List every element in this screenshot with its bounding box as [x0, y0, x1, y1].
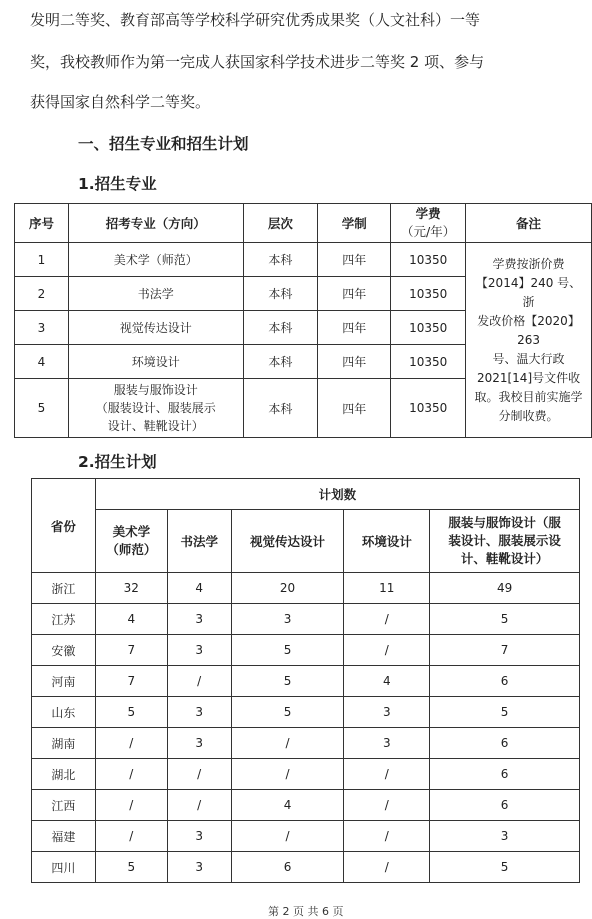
row-duration: 四年: [318, 345, 391, 379]
header-fashion-design: [430, 510, 580, 573]
page-footer: 第 2 页 共 6 页: [268, 905, 344, 918]
plan-cell: /: [231, 728, 344, 759]
plan-cell: 5: [231, 635, 344, 666]
province-cell: 江西: [32, 790, 96, 821]
plan-cell: 3: [231, 604, 344, 635]
table-row: [32, 790, 580, 821]
plan-cell: 3: [167, 635, 231, 666]
remark-line: 2021[14]号文件收: [476, 370, 581, 385]
row-duration: 四年: [318, 277, 391, 311]
province-cell: 河南: [32, 666, 96, 697]
row-fee: 10350: [391, 277, 466, 311]
row-major: [68, 379, 243, 438]
plan-cell: 5: [430, 697, 580, 728]
row-level: 本科: [243, 243, 318, 277]
table-row: [32, 728, 580, 759]
plan-cell: 3: [344, 697, 430, 728]
header-major: 招考专业（方向）: [68, 204, 243, 243]
row-level: 本科: [243, 379, 318, 438]
major-line: 服装与服饰设计: [113, 383, 198, 397]
intro-line-3: 获得国家自然科学二等奖。: [30, 93, 211, 111]
plan-cell: 6: [430, 759, 580, 790]
table-row: [32, 666, 580, 697]
plan-cell: 7: [95, 635, 167, 666]
province-cell: 湖南: [32, 728, 96, 759]
row-level: 本科: [243, 311, 318, 345]
plan-cell: /: [344, 790, 430, 821]
header-line: 计、鞋靴设计）: [460, 551, 549, 566]
plan-cell: 3: [167, 604, 231, 635]
plan-cell: /: [95, 821, 167, 852]
remark-line: 【2014】240 号、浙: [475, 275, 582, 309]
province-cell: 山东: [32, 697, 96, 728]
table-row: [32, 604, 580, 635]
plan-cell: /: [344, 852, 430, 883]
plan-cell: /: [344, 635, 430, 666]
plan-cell: 20: [231, 573, 344, 604]
plan-cell: /: [344, 759, 430, 790]
plan-cell: 3: [167, 821, 231, 852]
row-level: 本科: [243, 345, 318, 379]
plan-cell: /: [95, 759, 167, 790]
plan-cell: 4: [344, 666, 430, 697]
plan-cell: 5: [430, 604, 580, 635]
plan-cell: /: [95, 790, 167, 821]
row-no: 1: [15, 243, 69, 277]
plan-cell: 6: [430, 728, 580, 759]
row-duration: 四年: [318, 311, 391, 345]
header-fine-arts: [95, 510, 167, 573]
header-line: 装设计、服装展示设: [448, 533, 561, 548]
plan-table: [31, 478, 580, 883]
plan-cell: 5: [231, 697, 344, 728]
row-duration: 四年: [318, 243, 391, 277]
header-line: 服装与服饰设计（服: [448, 515, 561, 530]
plan-cell: 6: [430, 666, 580, 697]
header-duration: 学制: [318, 204, 391, 243]
row-fee: 10350: [391, 311, 466, 345]
plan-cell: 7: [430, 635, 580, 666]
header-fee-unit: （元/年）: [401, 224, 456, 239]
row-major: 视觉传达设计: [68, 311, 243, 345]
plan-cell: 49: [430, 573, 580, 604]
row-fee: 10350: [391, 345, 466, 379]
row-major: 美术学（师范）: [68, 243, 243, 277]
plan-cell: 3: [344, 728, 430, 759]
intro-line-1: 发明二等奖、教育部高等学校科学研究优秀成果奖（人文社科）一等: [30, 11, 481, 29]
row-fee: 10350: [391, 379, 466, 438]
row-level: 本科: [243, 277, 318, 311]
remark-line: 取。我校目前实施学: [474, 389, 583, 404]
majors-header-row: [15, 204, 592, 243]
row-no: 5: [15, 379, 69, 438]
table-row: [32, 759, 580, 790]
intro-line-2: 奖，我校教师作为第一完成人获国家科学技术进步二等奖 2 项、参与: [30, 53, 485, 71]
header-remark: 备注: [466, 204, 592, 243]
fee-remark: [466, 243, 592, 438]
province-cell: 湖北: [32, 759, 96, 790]
plan-header-row: [32, 479, 580, 510]
header-no: 序号: [15, 204, 69, 243]
plan-cell: /: [167, 790, 231, 821]
province-cell: 福建: [32, 821, 96, 852]
plan-cell: /: [344, 821, 430, 852]
plan-cell: 3: [167, 697, 231, 728]
row-major: 书法学: [68, 277, 243, 311]
subsection-heading-plan: 2.招生计划: [78, 453, 157, 471]
province-cell: 安徽: [32, 635, 96, 666]
row-fee: 10350: [391, 243, 466, 277]
plan-cell: 6: [231, 852, 344, 883]
table-row: [32, 635, 580, 666]
plan-cell: 11: [344, 573, 430, 604]
row-no: 2: [15, 277, 69, 311]
row-duration: 四年: [318, 379, 391, 438]
majors-table: [14, 203, 592, 438]
province-cell: 江苏: [32, 604, 96, 635]
major-line: 设计、鞋靴设计）: [107, 419, 204, 433]
plan-cell: /: [167, 666, 231, 697]
header-fee-label: 学费: [415, 206, 441, 221]
header-calligraphy: 书法学: [167, 510, 231, 573]
header-plan: 计划数: [95, 479, 579, 510]
plan-cell: /: [344, 604, 430, 635]
row-no: 3: [15, 311, 69, 345]
province-cell: 浙江: [32, 573, 96, 604]
header-line: （师范）: [106, 542, 157, 557]
header-province: 省份: [32, 479, 96, 573]
plan-cell: 4: [95, 604, 167, 635]
plan-cell: 5: [95, 852, 167, 883]
plan-subheader-row: [32, 510, 580, 573]
remark-line: 分制收费。: [498, 408, 559, 423]
plan-cell: 5: [95, 697, 167, 728]
plan-cell: 5: [231, 666, 344, 697]
table-row: [15, 243, 592, 277]
row-no: 4: [15, 345, 69, 379]
table-row: [32, 573, 580, 604]
plan-cell: 6: [430, 790, 580, 821]
header-level: 层次: [243, 204, 318, 243]
plan-cell: 4: [231, 790, 344, 821]
province-cell: 四川: [32, 852, 96, 883]
plan-cell: 5: [430, 852, 580, 883]
remark-line: 号、温大行政: [492, 351, 565, 366]
plan-cell: /: [231, 759, 344, 790]
plan-cell: /: [231, 821, 344, 852]
remark-line: 学费按浙价费: [492, 256, 565, 271]
plan-cell: 3: [167, 728, 231, 759]
table-row: [32, 697, 580, 728]
header-fee: [391, 204, 466, 243]
plan-cell: /: [167, 759, 231, 790]
table-row: [32, 821, 580, 852]
header-line: 美术学: [112, 524, 151, 539]
subsection-heading-majors: 1.招生专业: [78, 175, 157, 193]
header-visual-design: 视觉传达设计: [231, 510, 344, 573]
major-line: （服装设计、服装展示: [95, 401, 216, 415]
table-row: [32, 852, 580, 883]
section-heading: 一、招生专业和招生计划: [78, 135, 249, 153]
plan-cell: 32: [95, 573, 167, 604]
row-major: 环境设计: [68, 345, 243, 379]
plan-cell: 3: [167, 852, 231, 883]
plan-cell: /: [95, 728, 167, 759]
remark-line: 发改价格【2020】263: [477, 313, 580, 347]
header-environment-design: 环境设计: [344, 510, 430, 573]
plan-cell: 4: [167, 573, 231, 604]
plan-cell: 7: [95, 666, 167, 697]
plan-cell: 3: [430, 821, 580, 852]
